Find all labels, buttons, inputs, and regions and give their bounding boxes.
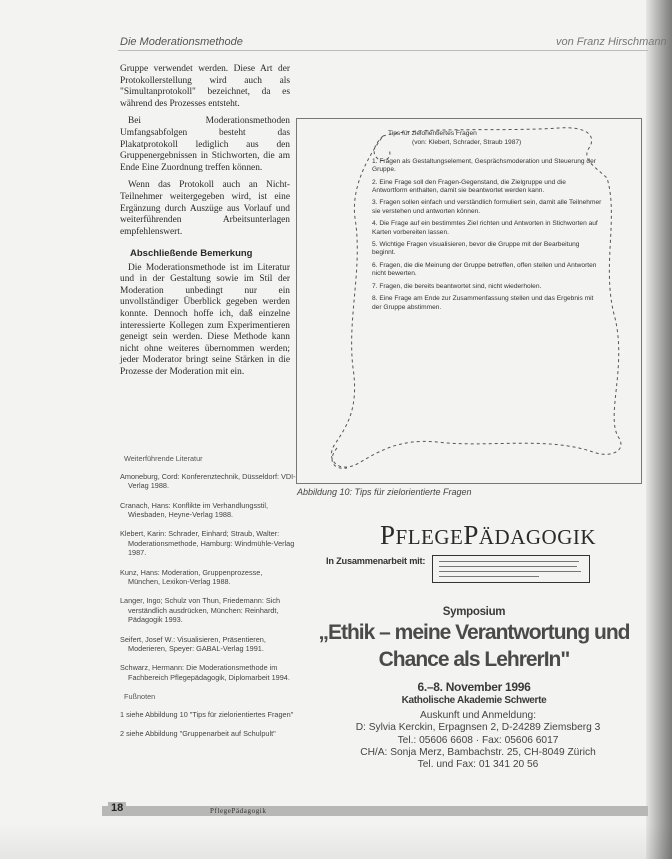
literature-list — [120, 454, 296, 748]
page-number: 18 — [108, 802, 126, 814]
scroll-item: 1. Fragen als Gestaltungselement, Gesprächsmoderation und Steuerung der Gruppe. — [372, 157, 596, 174]
body-paragraph: Gruppe verwendet werden. Diese Art der Protokollerstellung wird auch als "Simultanprotokoll" bezeichnet, da es während des Prozesses entsteht. — [120, 64, 290, 109]
scroll-text — [372, 130, 602, 316]
symposium-title-line1: „Ethik – meine Verantwortung und — [318, 621, 630, 644]
scroll-item: 7. Fragen, die bereits beantwortet sind, nicht wiederholen. — [372, 282, 542, 290]
scroll-title: Tips für zielorientiertes Fragen — [388, 130, 477, 137]
contact-line: D: Sylvia Kerckin, Erpagnsen 2, D-24289 Ziemsberg 3 — [355, 722, 601, 734]
symposium-venue: Katholische Akademie Schwerte — [401, 695, 547, 706]
body-paragraph: Wenn das Protokoll auch an Nicht-Teilnehmer weitergegeben wird, ist eine Ergänzung durch Auszüge aus Vorlauf und weiterführenden Arbeitsunterlagen empfehlenswert. — [120, 180, 290, 237]
symposium-block — [298, 606, 650, 706]
scroll-subtitle: (von: Klebert, Schrader, Straub 1987) — [412, 139, 522, 147]
symposium-date: 6.–8. November 1996 — [417, 680, 531, 694]
literature-ref: Langer, Ingo; Schulz von Thun, Friedemann: Sich verständlich ausdrücken, München: Reinhardt, Pädagogik 1993. — [120, 595, 281, 625]
scroll-item: 3. Fragen sollen einfach und verständlich formuliert sein, damit alle Teilnehmer sie verstehen und antworten können. — [372, 199, 602, 215]
footer-brand: PflegePädagogik — [210, 807, 267, 815]
contact-line: Auskunft und Anmeldung: — [419, 710, 537, 721]
scroll-item: 8. Eine Frage am Ende zur Zusammenfassung stellen und das Ergebnis mit der Gruppe abstimmen. — [372, 295, 594, 311]
body-paragraph: Bei Moderationsmethoden Umfangsabfolgen besteht das Plakatprotokoll lediglich aus den Gruppenergebnissen in Stichworten, die am Ende Eine Zuordnung treffen können. — [120, 116, 290, 173]
literature-ref: Kunz, Hans: Moderation, Gruppenprozesse, München, Lexikon-Verlag 1988. — [120, 567, 263, 587]
section-paragraph: Die Moderationsmethode ist im Literatur und in der Gestaltung sowie im Stil der Moderation unbedingt nur ein unvollständiger Überblick gegeben werden konnte. Dennoch hoffe ich, daß einzelne interessierte Kollegen zum Experimentieren geneigt sein werden. Diese Methode kann nicht ohne weiteres übernommen werden; jeder Moderator bringt seine Stärken in die Prozesse der Moderation mit ein. — [120, 262, 290, 377]
literature-ref: Klebert, Karin: Schrader, Einhard; Straub, Walter: Moderationsmethode, Hamburg: Windmühle-Verlag 1987. — [120, 528, 295, 558]
contact-block — [328, 710, 628, 771]
scan-bottom-shade — [0, 823, 672, 859]
section-heading: Abschließende Bemerkung — [130, 248, 253, 259]
literature-ref: Seifert, Josef W.: Visualisieren, Präsentieren, Moderieren, Speyer: GABAL-Verlag 1991. — [120, 634, 266, 654]
header-rule — [118, 50, 648, 51]
literature-title: Weiterführende Literatur — [124, 454, 203, 463]
contact-line: Tel. und Fax: 01 341 20 56 — [417, 759, 539, 771]
scan-edge-shadow — [646, 0, 672, 859]
literature-ref: Cranach, Hans: Konflikte im Verhandlungsstil, Wiesbaden, Heyne-Verlag 1988. — [120, 500, 269, 520]
cooperation-logo-box — [432, 555, 590, 583]
symposium-title-line2: Chance als LehrerIn" — [378, 648, 570, 671]
scroll-item: 6. Fragen, die die Meinung der Gruppe betreffen, offen stellen und Antworten nicht bewerten. — [372, 261, 597, 278]
scroll-item: 5. Wichtige Fragen visualisieren, bevor die Gruppe mit der Bearbeitung beginnt. — [372, 241, 580, 257]
cooperation-label: In Zusammenarbeit mit: — [326, 556, 426, 566]
footer-bar — [102, 806, 648, 816]
running-header-author: von Franz Hirschmann — [556, 36, 667, 48]
closing-section — [120, 248, 290, 385]
running-header-title: Die Moderationsmethode — [120, 36, 243, 48]
magazine-masthead: PFLEGEPÄDAGOGIK — [380, 520, 597, 550]
figure-caption: Abbildung 10: Tips für zielorientierte Fragen — [297, 487, 472, 497]
literature-ref: Amoneburg, Cord: Konferenztechnik, Düsseldorf: VDI-Verlag 1988. — [120, 471, 296, 491]
scroll-item: 4. Die Frage auf ein bestimmtes Ziel richten und Antworten in Stichworten auf Karten vorbereiten lassen. — [372, 220, 598, 236]
contact-line: Tel.: 05606 6608 · Fax: 05606 6017 — [397, 734, 559, 746]
contact-line: CH/A: Sonja Merz, Bambachstr. 25, CH-8049 Zürich — [360, 746, 596, 758]
footnote: 2 siehe Abbildung "Gruppenarbeit auf Schulpult" — [120, 729, 276, 739]
scroll-item: 2. Eine Frage soll den Fragen-Gegenstand, die Zielgruppe und die Antwortform enthalten, damit sie beantwortet werden kann. — [372, 178, 566, 195]
symposium-label: Symposium — [442, 606, 506, 618]
literature-ref: Schwarz, Hermann: Die Moderationsmethode im Fachbereich Pflegepädagogik, Diplomarbeit 1994. — [120, 662, 290, 682]
article-body — [120, 64, 290, 244]
footnote: 1 siehe Abbildung 10 "Tips für zielorientiertes Fragen" — [120, 709, 294, 719]
notes-title: Fußnoten — [124, 692, 156, 702]
